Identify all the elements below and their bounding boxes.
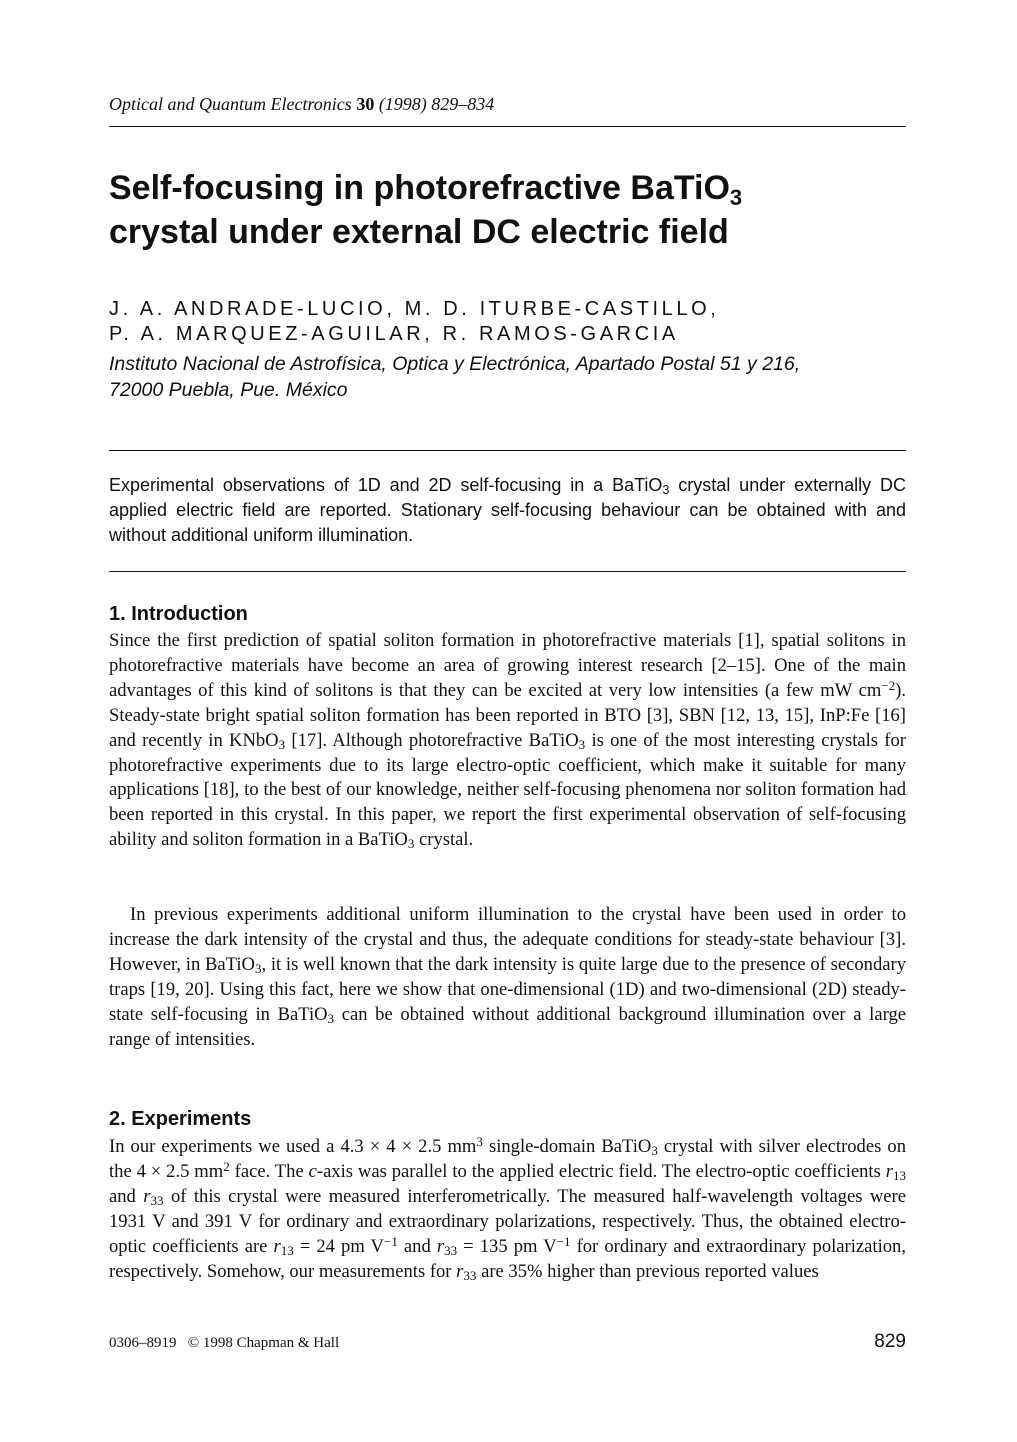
text-run: crystal. xyxy=(414,829,474,851)
italic-symbol: r xyxy=(273,1235,281,1257)
italic-symbol: r xyxy=(436,1235,445,1257)
italic-symbol: c xyxy=(308,1160,317,1182)
footer-issn-copyright xyxy=(109,1335,339,1352)
superscript: −1 xyxy=(556,1233,571,1249)
affiliation-line1: Instituto Nacional de Astrofísica, Optica y Electrónica, Apartado Postal 51 y 216, xyxy=(109,353,801,375)
paper-page xyxy=(109,0,906,1442)
text-run: can be obtained without additional background illumination over a large range of intensities. xyxy=(109,1003,906,1050)
text-run: In previous experiments additional uniform illumination to the crystal have been used in order to increase the dark intensity of the crystal and thus, the adequate conditions for steady-state behaviour [3]. However, in BaTiO xyxy=(109,904,906,975)
italic-symbol: r xyxy=(456,1260,464,1282)
subscript: 3 xyxy=(327,1010,335,1026)
text-run: and xyxy=(109,1185,144,1207)
text-run: crystal with silver electrodes on the 4 × 2.5 mm xyxy=(109,1136,906,1182)
italic-symbol: r xyxy=(143,1185,151,1207)
superscript: 2 xyxy=(223,1158,230,1174)
abstract-text-1: Experimental observations of 1D and 2D self-focusing in a BaTiO xyxy=(109,475,663,495)
author-list xyxy=(109,297,719,347)
text-run: -axis was parallel to the applied electric field. The electro-optic coefficients xyxy=(316,1160,886,1182)
text-run: ). Steady-state bright spatial soliton formation has been reported in BTO [3], SBN [12, 13, 15], InP:Fe [16] and recently in KNbO xyxy=(109,679,906,751)
subscript: 13 xyxy=(280,1242,294,1258)
footer-copyright: © 1998 Chapman & Hall xyxy=(187,1335,340,1351)
header-rule xyxy=(109,126,906,127)
subscript: 13 xyxy=(892,1167,906,1183)
text-run: face. The xyxy=(229,1160,309,1182)
title-subscript: 3 xyxy=(729,185,743,210)
text-run: and xyxy=(397,1235,437,1257)
section-heading-introduction: 1. Introduction xyxy=(109,603,248,625)
authors-line1: J. A. ANDRADE-LUCIO, M. D. ITURBE-CASTILLO, xyxy=(109,298,720,320)
journal-header xyxy=(109,94,494,115)
abstract xyxy=(109,473,906,548)
page-number: 829 xyxy=(874,1331,906,1352)
journal-name: Optical and Quantum Electronics xyxy=(109,94,352,114)
text-run: [17]. Although photorefractive BaTiO xyxy=(285,729,579,751)
subscript: 33 xyxy=(463,1267,477,1283)
affiliation xyxy=(109,351,906,403)
abstract-sub: 3 xyxy=(662,483,670,497)
subscript: 3 xyxy=(578,736,586,752)
abstract-text-2: crystal under externally DC applied electric field are reported. Stationary self-focusing behaviour can be obtained with and without additional uniform illumination. xyxy=(109,475,906,545)
paper-title xyxy=(109,166,906,254)
text-run: Since the first prediction of spatial soliton formation in photorefractive materials [1], spatial solitons in photorefractive materials have become an area of growing interest research [2–15]. One of the main advantages of this kind of solitons is that they can be excited at very low intensities (a few mW cm xyxy=(109,630,906,701)
title-line2: crystal under external DC electric field xyxy=(109,213,729,251)
text-run: are 35% higher than previous reported values xyxy=(476,1260,819,1282)
affiliation-line2: 72000 Puebla, Pue. México xyxy=(109,379,348,401)
abstract-rule-bottom xyxy=(109,571,906,572)
subscript: 33 xyxy=(150,1192,164,1208)
superscript: 3 xyxy=(476,1134,483,1149)
superscript: −1 xyxy=(383,1233,398,1249)
subscript: 3 xyxy=(407,836,415,852)
title-line1: Self-focusing in photorefractive BaTiO xyxy=(109,169,730,207)
subscript: 33 xyxy=(444,1242,458,1258)
intro-paragraph-1 xyxy=(109,629,906,853)
subscript: 3 xyxy=(278,736,286,752)
intro-paragraph-2 xyxy=(109,903,906,1052)
subscript: 3 xyxy=(254,960,262,976)
text-run: is one of the most interesting crystals for photorefractive experiments due to its large electro-optic coefficient, which make it suitable for many applications [18], to the best of our knowledge, neither self-focusing phenomena nor soliton formation had been reported in this crystal. In this paper, we report the first experimental observation of self-focusing ability and soliton formation in a BaTiO xyxy=(109,729,906,851)
abstract-rule-top xyxy=(109,450,906,451)
text-run: single-domain BaTiO xyxy=(482,1136,652,1157)
text-run: , it is well known that the dark intensity is quite large due to the presence of secondary traps [19, 20]. Using this fact, here we show that one-dimensional (1D) and two-dimensional (2D) steady-state self-focusing in BaTiO xyxy=(109,953,907,1025)
footer-issn: 0306–8919 xyxy=(109,1335,177,1351)
experiments-paragraph-1 xyxy=(109,1135,906,1284)
italic-symbol: r xyxy=(885,1160,893,1182)
text-run: for ordinary and extraordinary polarization, respectively. Somehow, our measurements for xyxy=(109,1235,906,1282)
text-run: of this crystal were measured interferometrically. The measured half-wavelength voltages were 1931 V and 391 V for ordinary and extraordinary polarizations, respectively. Thus, the obtained electro-optic coefficients are xyxy=(109,1185,907,1257)
journal-year-pages: (1998) 829–834 xyxy=(378,94,495,114)
text-run: = 24 pm V xyxy=(293,1235,384,1257)
text-run: In our experiments we used a 4.3 × 4 × 2.5 mm xyxy=(109,1136,477,1157)
subscript: 3 xyxy=(651,1143,658,1158)
section-heading-experiments: 2. Experiments xyxy=(109,1108,252,1130)
authors-line2: P. A. MARQUEZ-AGUILAR, R. RAMOS-GARCIA xyxy=(109,323,679,345)
superscript: −2 xyxy=(881,677,896,693)
journal-volume: 30 xyxy=(356,94,375,114)
text-run: = 135 pm V xyxy=(457,1235,557,1257)
